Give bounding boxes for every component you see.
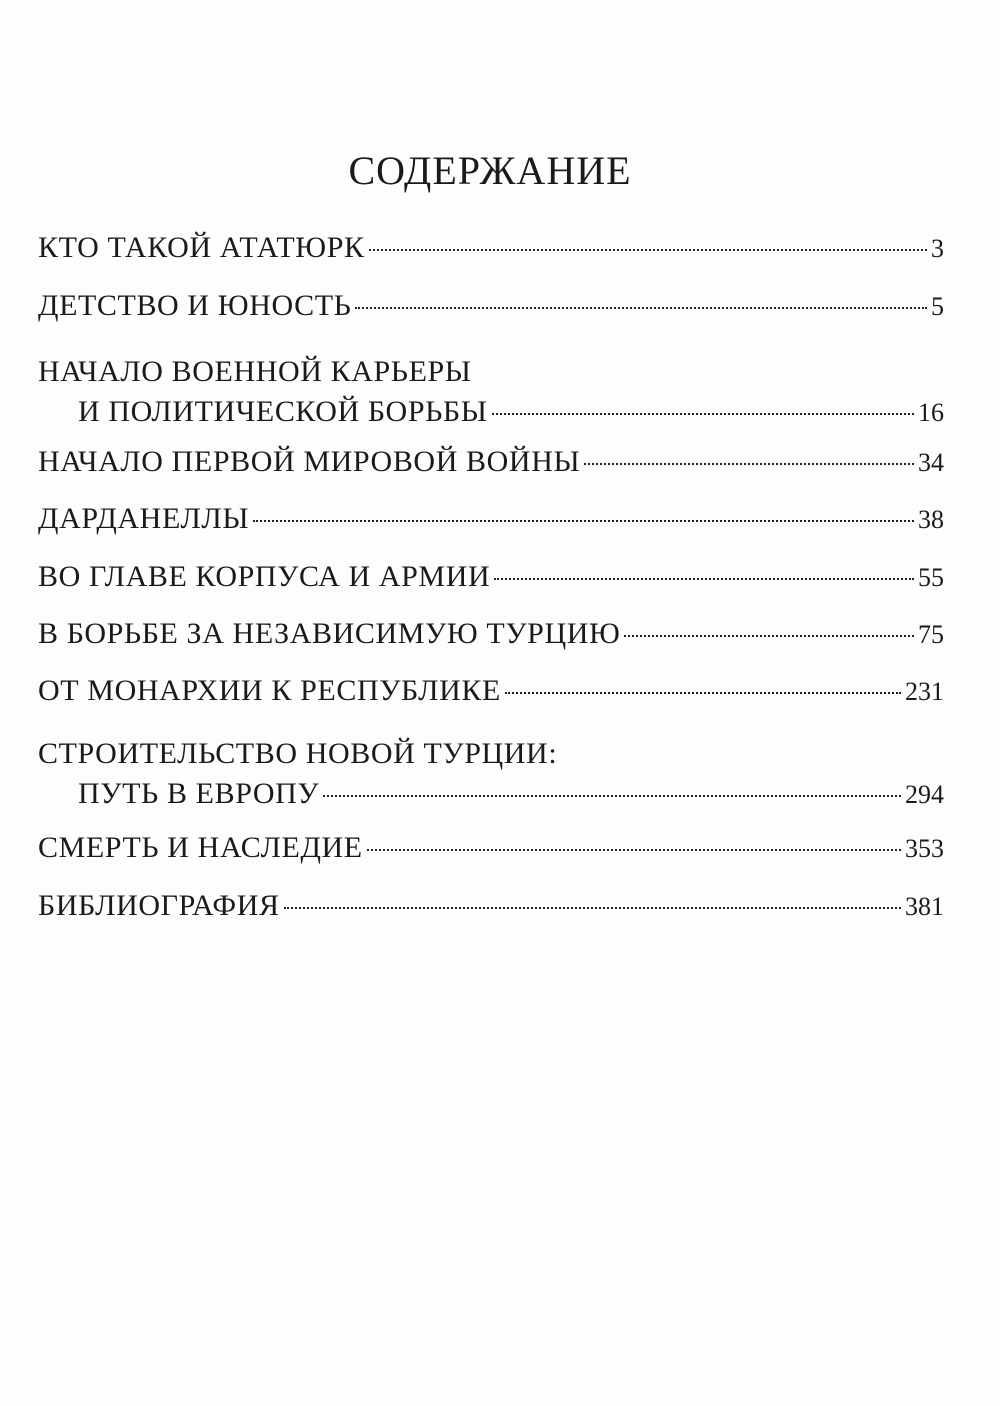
toc-entry-title: НАЧАЛО ПЕРВОЙ МИРОВОЙ ВОЙНЫ (38, 445, 581, 478)
page-title: СОДЕРЖАНИЕ (348, 148, 632, 193)
toc-entry (38, 352, 944, 432)
toc-entry-page-number: 34 (918, 448, 944, 477)
toc-entry-title-continued: ПУТЬ В ЕВРОПУ (78, 777, 320, 810)
toc-entry (38, 734, 944, 814)
toc-entry-page-number: 38 (918, 505, 944, 534)
toc-entry-page-number: 5 (931, 292, 944, 321)
toc-entry-title-continued: И ПОЛИТИЧЕСКОЙ БОРЬБЫ (78, 395, 488, 428)
dot-leader (369, 249, 927, 251)
toc-entry (38, 442, 944, 482)
toc-entry-title: НАЧАЛО ВОЕННОЙ КАРЬЕРЫ (38, 355, 472, 388)
toc-entry-title: СТРОИТЕЛЬСТВО НОВОЙ ТУРЦИИ: (38, 737, 558, 770)
toc-entry-title: ДЕТСТВО И ЮНОСТЬ (38, 289, 352, 322)
toc-entry-page-number: 3 (931, 234, 944, 263)
dot-leader (494, 578, 914, 580)
dot-leader (253, 520, 914, 522)
toc-entry (38, 614, 944, 654)
toc-entry-title: КТО ТАКОЙ АТАТЮРК (38, 231, 365, 264)
toc-entry (38, 557, 944, 597)
toc-entry (38, 886, 944, 926)
toc-entry-title: В БОРЬБЕ ЗА НЕЗАВИСИМУЮ ТУРЦИЮ (38, 617, 621, 650)
dot-leader (584, 463, 914, 465)
toc-entry-page-number: 294 (905, 780, 944, 809)
toc-entry (38, 228, 944, 268)
dot-leader (492, 413, 914, 415)
toc-entry (38, 286, 944, 326)
toc-entry (38, 671, 944, 711)
toc-entry-title: ВО ГЛАВЕ КОРПУСА И АРМИИ (38, 560, 491, 593)
toc-entry-page-number: 381 (905, 892, 944, 921)
dot-leader (323, 795, 901, 797)
toc-entry-title: ОТ МОНАРХИИ К РЕСПУБЛИКЕ (38, 674, 501, 707)
toc-entry (38, 828, 944, 868)
dot-leader (367, 849, 901, 851)
toc-entry-title: СМЕРТЬ И НАСЛЕДИЕ (38, 831, 363, 864)
toc-entry-page-number: 231 (905, 677, 944, 706)
toc-entry-page-number: 353 (905, 834, 944, 863)
toc-entry-page-number: 55 (918, 563, 944, 592)
dot-leader (284, 907, 901, 909)
dot-leader (505, 692, 901, 694)
toc-entry-page-number: 16 (918, 398, 944, 427)
dot-leader (355, 307, 927, 309)
toc-entry-page-number: 75 (918, 620, 944, 649)
toc-entry (38, 499, 944, 539)
toc-entry-title: ДАРДАНЕЛЛЫ (38, 502, 250, 535)
dot-leader (624, 635, 914, 637)
toc-entry-title: БИБЛИОГРАФИЯ (38, 889, 280, 922)
